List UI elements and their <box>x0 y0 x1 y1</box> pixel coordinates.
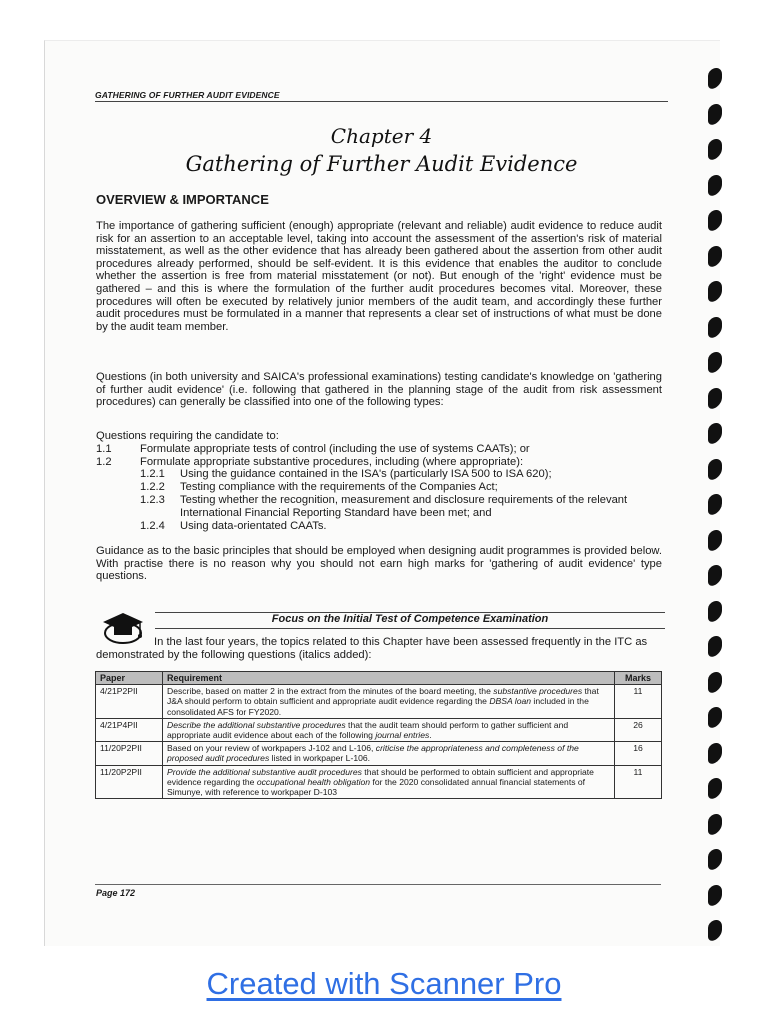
list-text: Testing compliance with the requirements of the Companies Act; <box>180 481 498 494</box>
cell-marks: 16 <box>615 742 662 765</box>
column-header-requirement: Requirement <box>163 672 615 685</box>
cell-paper: 4/21P4PII <box>96 718 163 741</box>
paragraph-question-types: Questions (in both university and SAICA's professional examinations) testing candidate's knowledge on 'gathering of further audit evidence' (i.e. following that gathered in the planning stage of the audit from risk assessment procedures) can generally be classified into one of the following types: <box>96 371 662 409</box>
list-number: 1.2.4 <box>140 519 165 532</box>
spiral-coil <box>708 918 722 943</box>
column-header-marks: Marks <box>615 672 662 685</box>
spiral-coil <box>708 456 722 481</box>
spiral-coil <box>708 66 722 91</box>
spiral-coil <box>708 882 722 907</box>
cell-marks: 11 <box>615 685 662 719</box>
running-header: GATHERING OF FURTHER AUDIT EVIDENCE <box>95 90 280 100</box>
spiral-coil <box>708 279 722 304</box>
list-item <box>96 443 666 456</box>
cell-paper: 11/20P2PII <box>96 765 163 799</box>
cell-requirement: Describe, based on matter 2 in the extract from the minutes of the board meeting, the substantive procedures that J&A should perform to obtain sufficient and appropriate audit evidence regarding the DBSA loan included in the consolidated AFS for FY2020. <box>163 685 615 719</box>
sub-list-item <box>96 468 666 481</box>
list-text: Using the guidance contained in the ISA's (particularly ISA 500 to ISA 620); <box>180 468 552 481</box>
list-number: 1.2 <box>96 455 112 468</box>
cell-paper: 11/20P2PII <box>96 742 163 765</box>
spiral-coil <box>708 101 722 126</box>
spiral-coil <box>708 705 722 730</box>
spiral-coil <box>708 385 722 410</box>
spiral-coil <box>708 492 722 517</box>
list-text: Formulate appropriate substantive procedures, including (where appropriate): <box>140 455 524 468</box>
spiral-coil <box>708 314 722 339</box>
cell-requirement: Describe the additional substantive procedures that the audit team should perform to gather sufficient and appropriate audit evidence about each of the following journal entries. <box>163 718 615 741</box>
sub-list-item <box>96 520 666 533</box>
spiral-coil <box>708 776 722 801</box>
column-header-paper: Paper <box>96 672 163 685</box>
list-number: 1.2.2 <box>140 481 165 494</box>
header-rule <box>95 101 668 102</box>
table-row <box>96 718 662 741</box>
chapter-title: Gathering of Further Audit Evidence <box>185 152 578 176</box>
itc-questions-table <box>95 671 662 799</box>
focus-box-title: Focus on the Initial Test of Competence Examination <box>155 612 665 629</box>
spiral-coil <box>708 172 722 197</box>
scanner-watermark-link[interactable]: Created with Scanner Pro <box>206 966 562 1001</box>
list-item <box>96 456 666 469</box>
cell-requirement: Based on your review of workpapers J-102 and L-106, criticise the appropriateness and completeness of the proposed audit procedures listed in workpaper L-106. <box>163 742 615 765</box>
spiral-coil <box>708 137 722 162</box>
paragraph-guidance: Guidance as to the basic principles that should be employed when designing audit programmes is provided below. With practise there is no reason why you should not earn high marks for 'gathering of audit evidence' type questions. <box>96 545 662 583</box>
spiral-coil <box>708 350 722 375</box>
chapter-number: Chapter 4 <box>330 124 433 148</box>
sub-list-item <box>96 494 666 520</box>
spiral-coil <box>708 563 722 588</box>
page-number: Page 172 <box>96 888 136 898</box>
cell-marks: 26 <box>615 718 662 741</box>
table-row <box>96 742 662 765</box>
cell-requirement: Provide the additional substantive audit procedures that should be performed to obtain sufficient and appropriate evidence regarding the occupational health obligation for the 2020 consolidated annual financial statements of Simunye, with reference to workpaper D-103 <box>163 765 615 799</box>
spiral-coil <box>708 740 722 765</box>
spiral-coil <box>708 421 722 446</box>
list-number: 1.2.3 <box>140 493 165 506</box>
list-text: Testing whether the recognition, measurement and disclosure requirements of the relevant International Financial Reporting Standard have been met; and <box>180 493 628 519</box>
paragraph-importance: The importance of gathering sufficient (enough) appropriate (relevant and reliable) audit evidence to reduce audit risk for an assertion to an acceptable level, taking into account the assessment of the assertion's risk of material misstatement, as well as the other evidence that has already been gathered about the assertion from other audit procedures already performed, should be self-evident. It is this evidence that enables the auditor to conclude whether the assertion is free from material misstatement (or not). But enough of the 'right' evidence must be gathered – and this is where the formulation of the further audit procedures becomes vital. Moreover, these procedures will often be executed by relatively junior members of the audit team, and accordingly these further audit procedures must be formulated in a manner that represents a clear set of instructions of what must be done by the audit team member. <box>96 220 662 333</box>
spiral-coil <box>708 669 722 694</box>
question-list <box>96 430 666 532</box>
footer-rule <box>95 884 661 885</box>
list-text: Using data-orientated CAATs. <box>180 519 327 532</box>
questions-intro: Questions requiring the candidate to: <box>96 430 279 442</box>
spiral-coil <box>708 527 722 552</box>
list-number: 1.1 <box>96 442 112 455</box>
table-row <box>96 685 662 719</box>
cell-paper: 4/21P2PII <box>96 685 163 719</box>
spiral-coil <box>708 208 722 233</box>
spiral-coil <box>708 811 722 836</box>
table-header-row <box>96 672 662 685</box>
cell-marks: 11 <box>615 765 662 799</box>
spiral-coil <box>708 243 722 268</box>
spiral-binding <box>704 40 728 945</box>
list-text: Formulate appropriate tests of control (including the use of systems CAATs); or <box>140 442 530 455</box>
sub-list-item <box>96 481 666 494</box>
overview-heading: OVERVIEW & IMPORTANCE <box>96 192 269 207</box>
spiral-coil <box>708 634 722 659</box>
list-number: 1.2.1 <box>140 468 165 481</box>
spiral-coil <box>708 598 722 623</box>
table-row <box>96 765 662 799</box>
itc-intro: In the last four years, the topics related to this Chapter have been assessed frequently in the ITC as demonstrated by the following questions (italics added): <box>96 636 648 661</box>
spiral-coil <box>708 847 722 872</box>
